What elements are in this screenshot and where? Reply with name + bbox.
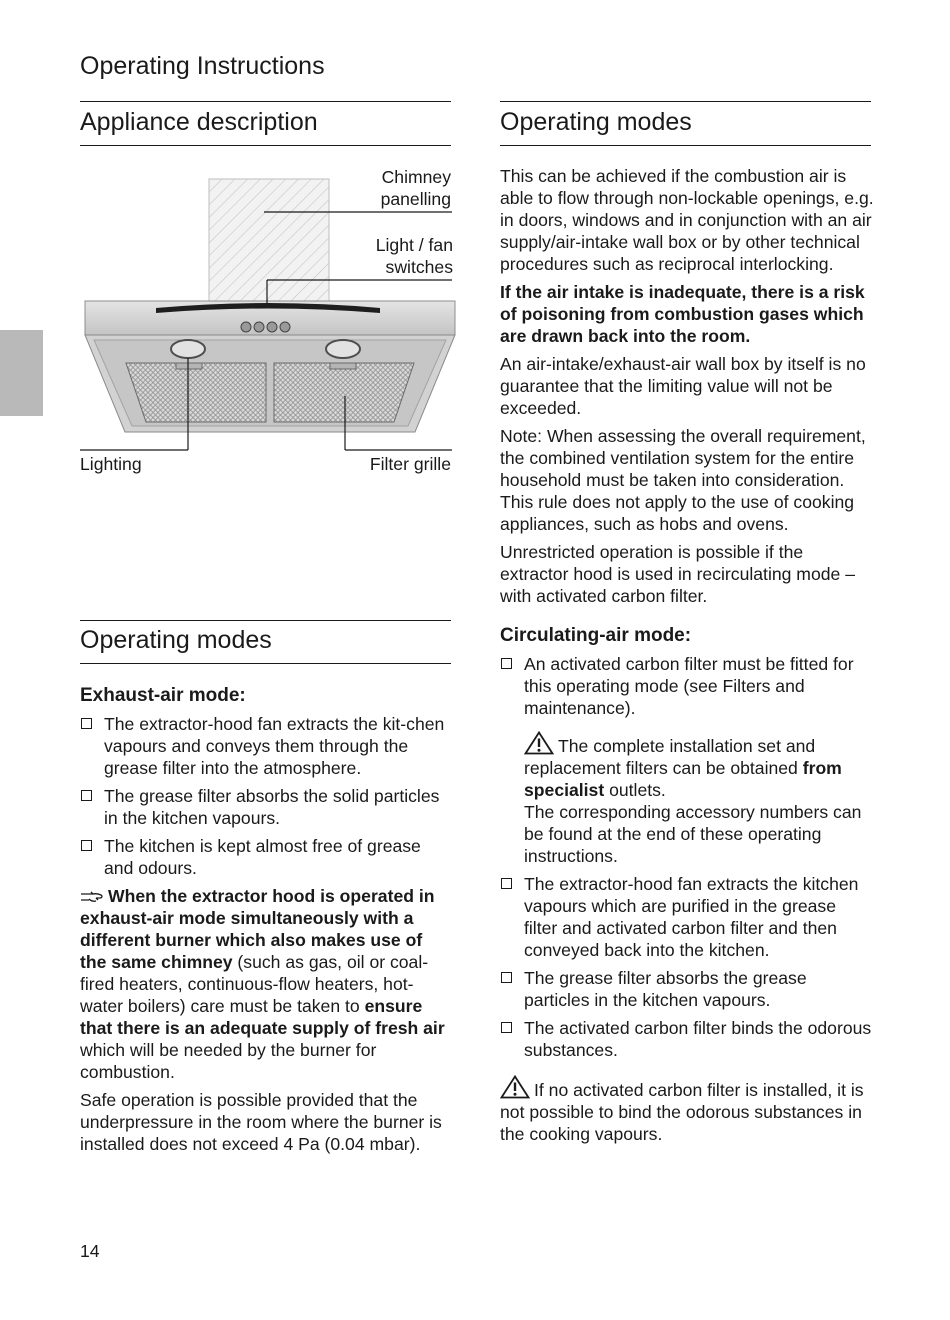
label-line: panelling	[380, 189, 451, 209]
list-item-text: The kitchen is kept almost free of grease and odours.	[104, 836, 421, 878]
note-bold: ensure that there is an adequate supply of fresh air	[80, 996, 445, 1038]
paragraph: Unrestricted operation is possible if the extractor hood is used in recirculating mode – with activated carbon filter.	[500, 542, 855, 606]
list-item	[80, 713, 452, 779]
fresh-air-note	[80, 885, 452, 1083]
divider	[80, 620, 451, 621]
list-item-text: An activated carbon filter must be fitted for this operating mode (see Filters and maintenance).	[524, 654, 854, 718]
label-line: switches	[385, 257, 453, 277]
list-item-text: The grease filter absorbs the grease particles in the kitchen vapours.	[524, 968, 807, 1010]
checkbox-bullet-icon	[501, 658, 512, 669]
checkbox-bullet-icon	[81, 790, 92, 801]
divider	[500, 101, 871, 102]
list-item-text: The extractor-hood fan extracts the kit-chen vapours and conveys them through the grease filter into the atmosphere.	[104, 714, 445, 778]
checkbox-bullet-icon	[81, 840, 92, 851]
pointing-hand-icon	[80, 890, 104, 904]
carbon-filter-warning	[500, 1075, 874, 1145]
label-lighting: Lighting	[80, 454, 142, 474]
section-tab-marker	[0, 330, 43, 416]
safe-operation-paragraph: Safe operation is possible provided that the underpressure in the room where the burner is installed does not exceed 4 Pa (0.04 mbar).	[80, 1090, 442, 1154]
list-item-text: The extractor-hood fan extracts the kitchen vapours which are purified in the grease filter and activated carbon filter and then conveyed back into the kitchen.	[524, 874, 859, 960]
extractor-hood-diagram	[78, 170, 458, 460]
divider	[80, 663, 451, 664]
list-item	[80, 785, 452, 829]
operating-modes-heading: Operating modes	[80, 626, 272, 654]
label-light-fan-switches	[300, 234, 453, 278]
warning-text: The complete installation set and replacement filters can be obtained	[524, 736, 816, 778]
warning-text: If no activated carbon filter is installed, it is not possible to bind the odorous substances in the cooking vapours.	[500, 1080, 864, 1144]
paragraph: Note: When assessing the overall requirement, the combined ventilation system for the entire household must be taken into consideration. This rule does not apply to the use of cooking appliances, such as hobs and ovens.	[500, 426, 866, 534]
list-item	[500, 1017, 874, 1061]
note-text: (such as gas, oil or coal-fired heaters, continuous-flow heaters, hot-water boilers) care must be taken to	[80, 952, 429, 1016]
list-item	[80, 835, 452, 879]
divider	[80, 145, 451, 146]
list-item	[500, 653, 874, 719]
label-chimney-panelling	[300, 166, 451, 210]
list-item-text: The activated carbon filter binds the odorous substances.	[524, 1018, 872, 1060]
checkbox-bullet-icon	[501, 878, 512, 889]
warning-triangle-icon	[524, 731, 554, 755]
warning-text: outlets.	[604, 780, 666, 800]
operating-modes-heading-right: Operating modes	[500, 108, 692, 136]
exhaust-air-mode-heading: Exhaust-air mode:	[80, 685, 246, 706]
paragraph: An air-intake/exhaust-air wall box by itself is no guarantee that the limiting value will not be exceeded.	[500, 354, 866, 418]
label-line: Chimney	[381, 167, 451, 187]
checkbox-bullet-icon	[501, 972, 512, 983]
label-filter-grille: Filter grille	[369, 454, 451, 474]
list-item	[500, 967, 874, 1011]
left-column-text	[80, 685, 452, 1161]
right-column-text	[500, 165, 874, 1151]
checkbox-bullet-icon	[81, 718, 92, 729]
list-item	[500, 873, 874, 961]
label-line: Light / fan	[375, 235, 453, 255]
warning-text: The corresponding accessory numbers can be found at the end of these operating instructions.	[524, 802, 862, 866]
page-header-title: Operating Instructions	[80, 52, 325, 80]
list-item-text: The grease filter absorbs the solid particles in the kitchen vapours.	[104, 786, 440, 828]
poisoning-warning-paragraph: If the air intake is inadequate, there is a risk of poisoning from combustion gases which are drawn back into the room.	[500, 282, 865, 346]
note-text: which will be needed by the burner for combustion.	[80, 1040, 377, 1082]
checkbox-bullet-icon	[501, 1022, 512, 1033]
divider	[80, 101, 451, 102]
warning-triangle-icon	[500, 1075, 530, 1099]
page-number: 14	[80, 1241, 100, 1261]
divider	[500, 145, 871, 146]
circulating-air-mode-heading: Circulating-air mode:	[500, 625, 692, 646]
note-bold: When the extractor hood is operated in exhaust-air mode simultaneously with a different burner which also makes use of the same chimney	[80, 886, 435, 972]
warning-bold: from specialist	[524, 758, 842, 800]
installation-set-warning	[500, 731, 874, 867]
paragraph: This can be achieved if the combustion air is able to flow through non-lockable openings, e.g. in doors, windows and in conjunction with an air supply/air-intake wall box or by other technical procedures such as reciprocal interlocking.	[500, 166, 874, 274]
appliance-description-heading: Appliance description	[80, 108, 318, 136]
